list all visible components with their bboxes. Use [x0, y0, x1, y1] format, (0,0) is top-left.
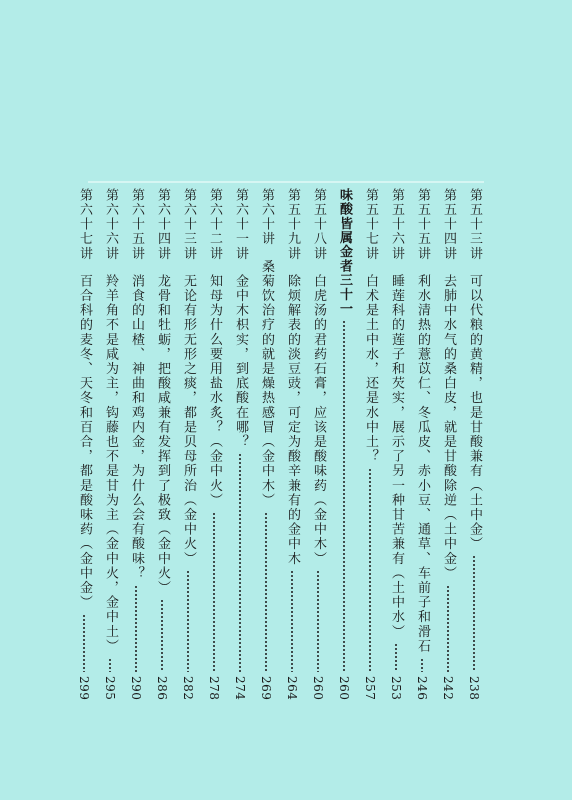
- entry-title: 利水清热的薏苡仁、冬瓜皮、赤小豆、通草、车前子和滑石: [415, 274, 430, 654]
- toc-entry[interactable]: [233, 188, 247, 700]
- toc-entry[interactable]: [467, 188, 481, 700]
- entry-title: 羚羊角不是咸为主，钩藤也不是甘为主（金中火，金中土）: [103, 274, 118, 654]
- lecture-number: 第五十四讲: [441, 188, 456, 261]
- toc-entry[interactable]: [311, 188, 325, 700]
- toc-entry[interactable]: [285, 188, 299, 700]
- entry-title: 龙骨和牡蛎，把酸咸兼有发挥到了极致（金中火）: [155, 274, 170, 596]
- lecture-number: 第六十讲: [259, 188, 274, 247]
- toc-entry[interactable]: [103, 188, 117, 700]
- page-number: 260: [337, 675, 351, 700]
- page-number: 257: [363, 675, 377, 700]
- lecture-number: 第六十二讲: [207, 188, 222, 261]
- toc-entry[interactable]: [389, 188, 403, 700]
- entry-title: 可以代粮的黄精，也是甘酸兼有（土中金）: [467, 274, 482, 552]
- toc-entry[interactable]: [155, 188, 169, 700]
- dot-leader: [317, 570, 319, 672]
- lecture-number: 第六十五讲: [129, 188, 144, 261]
- page-number: 282: [181, 675, 195, 700]
- page-number: 260: [311, 675, 325, 700]
- section-title: 味酸皆属金者三十一: [337, 188, 352, 316]
- entry-title: 百合科的麦冬、天冬和百合，都是酸味药（金中金）: [77, 274, 92, 610]
- entry-title: 白术是土中水，还是水中土？: [363, 274, 378, 464]
- entry-title: 除烦解表的淡豆豉，可定为酸辛兼有的金中木: [285, 274, 300, 566]
- toc-entry[interactable]: [77, 188, 91, 700]
- page-number: 242: [441, 675, 455, 700]
- dot-leader: [187, 570, 189, 672]
- page-number: 246: [415, 675, 429, 700]
- lecture-number: 第六十一讲: [233, 188, 248, 261]
- dot-leader: [291, 570, 293, 672]
- lecture-number: 第五十九讲: [285, 188, 300, 261]
- toc-entry[interactable]: [129, 188, 143, 700]
- page-number: 253: [389, 675, 403, 700]
- toc-entry[interactable]: [363, 188, 377, 700]
- page-number: 264: [285, 675, 299, 700]
- dot-leader: [473, 555, 475, 671]
- entry-title: 白虎汤的君药石膏，应该是酸味药（金中木）: [311, 274, 326, 566]
- entry-title: 无论有形无形之痰，都是贝母所治（金中火）: [181, 274, 196, 566]
- toc-entry[interactable]: [259, 188, 273, 700]
- dot-leader: [395, 643, 397, 672]
- dot-leader: [135, 585, 137, 672]
- entry-title: 知母为什么要用盐水炙？（金中火）: [207, 274, 222, 508]
- lecture-number: 第五十八讲: [311, 188, 326, 261]
- page-number: 299: [77, 675, 91, 700]
- dot-leader: [161, 599, 163, 671]
- header-divider: [88, 181, 484, 183]
- page-number: 238: [467, 675, 481, 700]
- dot-leader: [239, 453, 241, 671]
- dot-leader: [421, 658, 423, 672]
- page-number: 269: [259, 675, 273, 700]
- dot-leader: [213, 512, 215, 672]
- dot-leader: [447, 585, 449, 672]
- toc-entry[interactable]: [207, 188, 221, 700]
- page-number: 286: [155, 675, 169, 700]
- page-number: 290: [129, 675, 143, 700]
- toc-entry[interactable]: [181, 188, 195, 700]
- toc-section-heading[interactable]: [337, 188, 351, 700]
- entry-title: 金中木枳实，到底酸在哪？: [233, 274, 248, 450]
- lecture-number: 第六十七讲: [77, 188, 92, 261]
- dot-leader: [343, 320, 345, 672]
- lecture-number: 第五十三讲: [467, 188, 482, 261]
- entry-title: 桑菊饮治疗的就是燥热感冒（金中木）: [259, 259, 274, 508]
- lecture-number: 第五十六讲: [389, 188, 404, 261]
- toc-entry[interactable]: [441, 188, 455, 700]
- dot-leader: [83, 614, 85, 672]
- page-number: 295: [103, 675, 117, 700]
- entry-title: 去肺中水气的桑白皮，就是甘酸除逆（土中金）: [441, 274, 456, 581]
- toc-entry[interactable]: [415, 188, 429, 700]
- entry-title: 消食的山楂、神曲和鸡内金，为什么会有酸味？: [129, 274, 144, 581]
- lecture-number: 第六十六讲: [103, 188, 118, 261]
- dot-leader: [265, 512, 267, 672]
- entry-title: 睡莲科的莲子和芡实，展示了另一种甘苦兼有（土中水）: [389, 274, 404, 639]
- lecture-number: 第六十四讲: [155, 188, 170, 261]
- dot-leader: [369, 468, 371, 672]
- page-number: 274: [233, 675, 247, 700]
- lecture-number: 第五十七讲: [363, 188, 378, 261]
- lecture-number: 第五十五讲: [415, 188, 430, 261]
- lecture-number: 第六十三讲: [181, 188, 196, 261]
- dot-leader: [109, 658, 111, 672]
- page-number: 278: [207, 675, 221, 700]
